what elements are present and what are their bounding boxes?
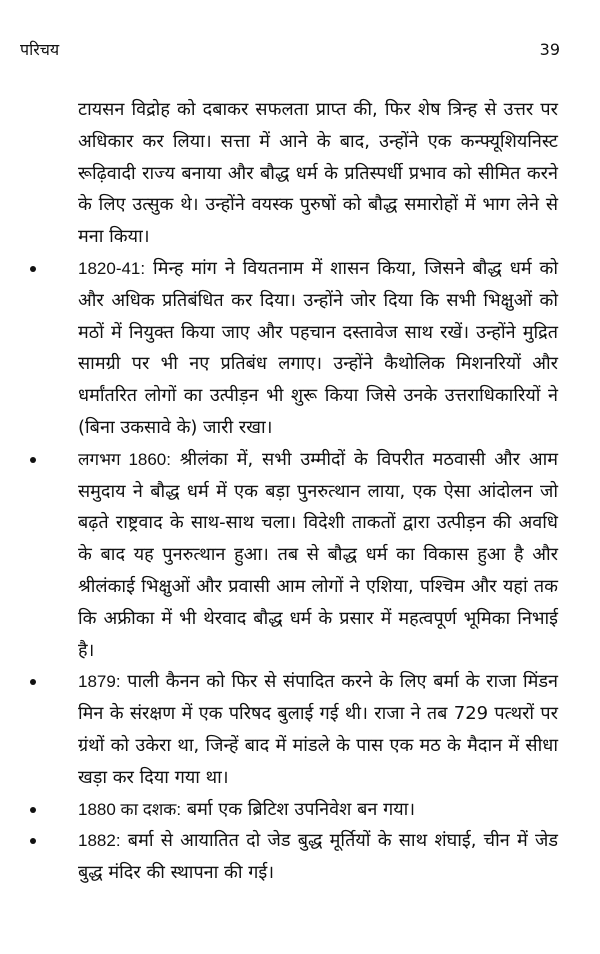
timeline-date: 1882:: [78, 831, 121, 851]
timeline-list: [30, 253, 558, 889]
page-header: [20, 36, 560, 62]
bullet-icon: [30, 457, 36, 463]
timeline-text: बर्मा से आयातित दो जेड बुद्ध मूर्तियों के साथ शंघाई, चीन में जेड बुद्ध मंदिर की स्थापना की गई।: [78, 830, 558, 884]
timeline-text: मिन्ह मांग ने वियतनाम में शासन किया, जिसने बौद्ध धर्म को और अधिक प्रतिबंधित कर दिया। उन्होंने जोर दिया कि सभी भिक्षुओं को मठों में नियुक्त किया जाए और पहचान दस्तावेज साथ रखें। उन्होंने मुद्रित सामग्री पर भी नए प्रतिबंध लगाए। उन्होंने कैथोलिक मिशनरियों और धर्मांतरित लोगों का उत्पीड़न भी शुरू किया जिसे उनके उत्तराधिकारियों ने (बिना उकसावे के) जारी रखा।: [78, 257, 558, 438]
timeline-date: 1820-41:: [78, 258, 146, 278]
page-number: 39: [539, 39, 560, 59]
timeline-text: पाली कैनन को फिर से संपादित करने के लिए बर्मा के राजा मिंडन मिन के संरक्षण में एक परिषद बुलाई गई थी। राजा ने तब 729 पत्थरों पर ग्रंथों को उकेरा था, जिन्हें बाद में मांडले के पास एक मठ के मैदान में सीधा खड़ा कर दिया गया था।: [78, 671, 558, 788]
bullet-icon: [30, 838, 36, 844]
timeline-item: [30, 794, 558, 826]
bullet-icon: [30, 807, 36, 813]
timeline-item: [30, 444, 558, 667]
timeline-text: श्रीलंका में, सभी उम्मीदों के विपरीत मठवासी और आम समुदाय ने बौद्ध धर्म में एक बड़ा पुनरुत्थान लाया, एक ऐसा आंदोलन जो बढ़ते राष्ट्रवाद के साथ-साथ चला। विदेशी ताकतों द्वारा उत्पीड़न की अवधि के बाद यह पुनरुत्थान हुआ। तब से बौद्ध धर्म का विकास हुआ है और श्रीलंकाई भिक्षुओं और प्रवासी आम लोगों ने एशिया, पश्चिम और यहां तक कि अफ्रीका में भी थेरवाद बौद्ध धर्म के प्रसार में महत्वपूर्ण भूमिका निभाई है।: [78, 448, 558, 661]
bullet-icon: [30, 266, 36, 272]
timeline-item: [30, 825, 558, 889]
page-body: [30, 94, 558, 889]
intro-paragraph: टायसन विद्रोह को दबाकर सफलता प्राप्त की, फिर शेष त्रिन्ह से उत्तर पर अधिकार कर लिया। सत्ता में आने के बाद, उन्होंने एक कन्फ्यूशियनिस्ट रूढ़िवादी राज्य बनाया और बौद्ध धर्म के प्रतिस्पर्धी प्रभाव को सीमित करने के लिए उत्सुक थे। उन्होंने वयस्क पुरुषों को बौद्ध समारोहों में भाग लेने से मना किया।: [78, 99, 558, 248]
timeline-date: 1879:: [78, 672, 121, 692]
bullet-icon: [30, 679, 36, 685]
timeline-text: बर्मा एक ब्रिटिश उपनिवेश बन गया।: [181, 798, 416, 820]
timeline-item: [30, 253, 558, 444]
timeline-date: 1880 का दशक:: [78, 799, 182, 819]
chapter-title: परिचय: [20, 40, 60, 59]
timeline-item: [30, 666, 558, 793]
timeline-date: लगभग 1860:: [78, 449, 171, 469]
